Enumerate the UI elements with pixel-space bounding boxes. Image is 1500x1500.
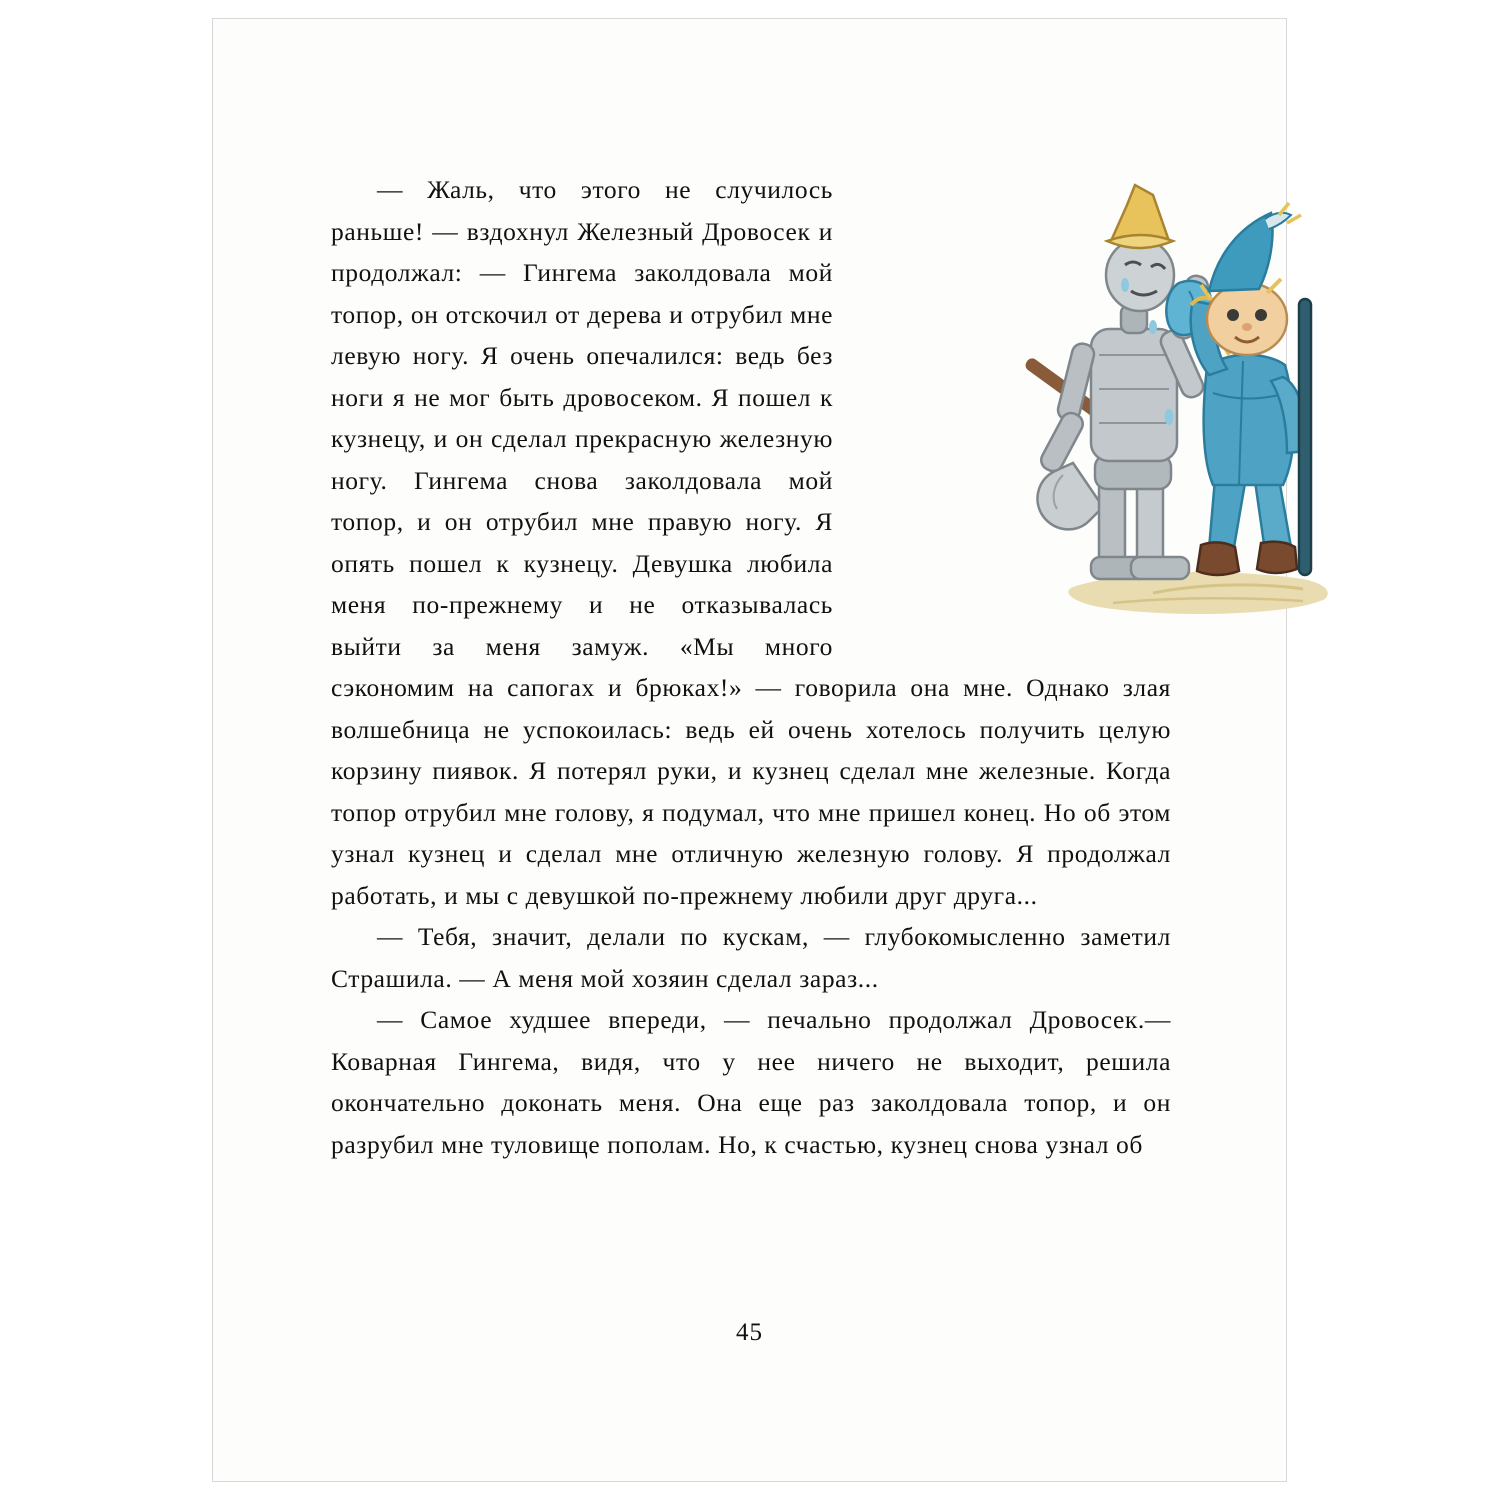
page-text-column [331,169,1171,1165]
paragraph-2: — Тебя, значит, делали по кускам, — глубокомысленно заметил Страшила. — А меня мой хозяин сделал зараз... [331,922,1171,993]
book-page [212,18,1287,1482]
paragraph-1: — Жаль, что этого не случилось раньше! — вздохнул Железный Дровосек и продолжал: — Гингема заколдовала мой топор, он отскочил от дерева и отрубил мне левую ногу. Я очень опечалился: ведь без ноги я не мог быть дровосеком. Я пошел к кузнецу, и он сделал прекрасную железную ногу. Гингема снова заколдовала мой топор, и он отрубил мне правую ногу. Я опять пошел к кузнецу. Девушка любила меня по-прежнему и не отказывалась выйти за меня замуж. «Мы много сэкономим на сапогах и брюках!» — говорила она мне. Однако злая волшебница не успокоилась: ведь ей очень хотелось получить целую корзину пиявок. Я потерял руки, и кузнец сделал мне железные. Когда топор отрубил мне голову, я подумал, что мне пришел конец. Но об этом узнал кузнец и сделал мне отличную железную голову. Я продолжал работать, и мы с девушкой по-прежнему любили друг друга... [331,175,1171,910]
paragraph-3: — Самое худшее впереди, — печально продолжал Дровосек.— Коварная Гингема, видя, что у нее ничего не выходит, решила окончательно доконать меня. Она еще раз заколдовала топор, и он разрубил мне туловище пополам. Но, к счастью, кузнец снова узнал об [331,1005,1171,1159]
illustration-wrap-spacer [851,179,1211,649]
page-number: 45 [736,1319,763,1346]
